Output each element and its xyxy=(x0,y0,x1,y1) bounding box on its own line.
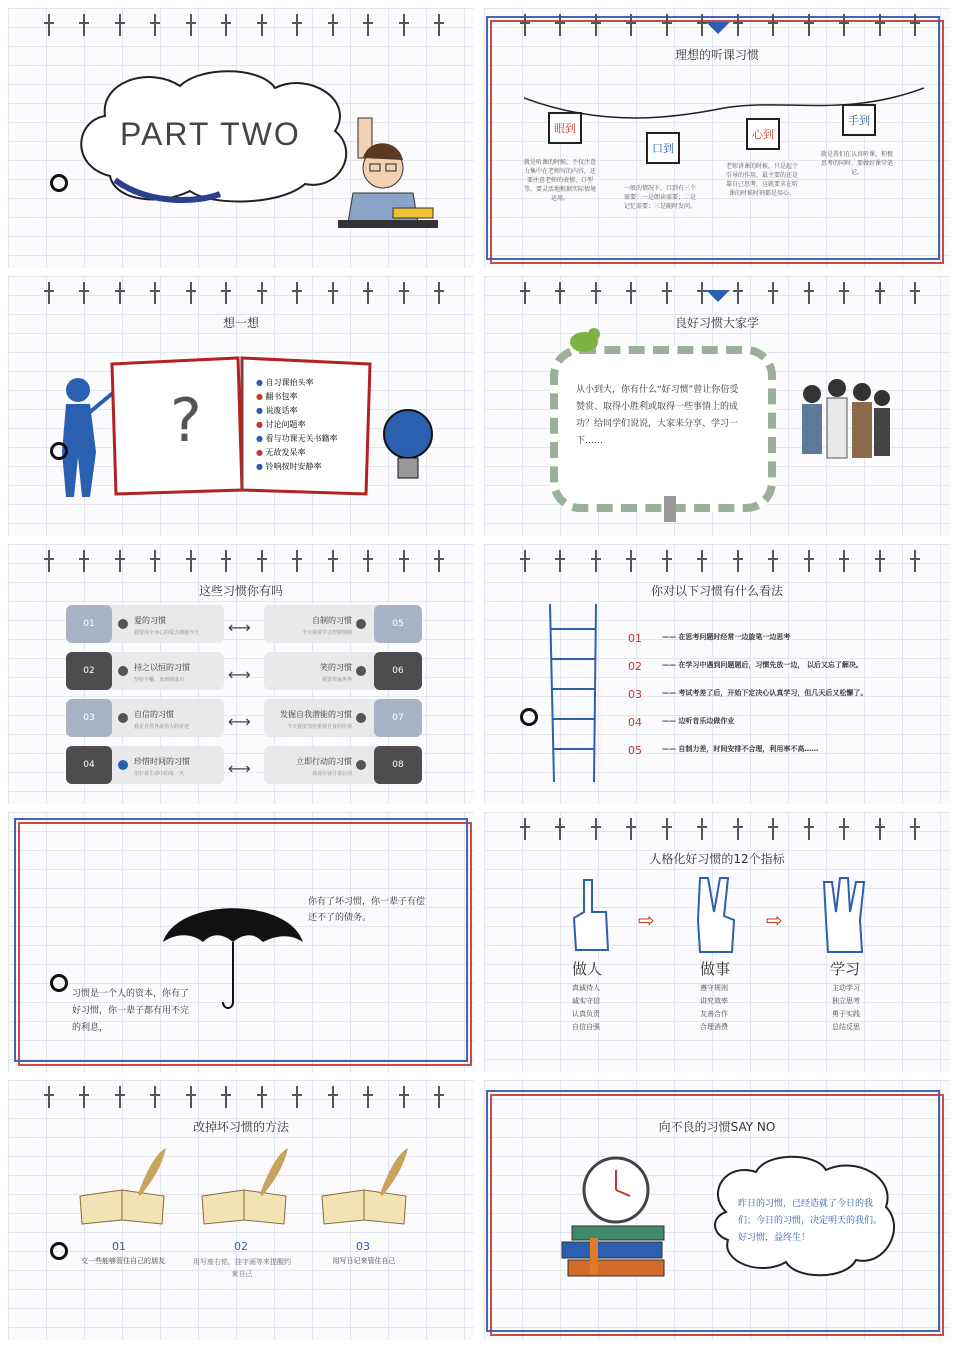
slide-title: 良好习惯大家学 xyxy=(674,316,759,330)
binder-ring-icon xyxy=(839,282,849,304)
habit-sub-08: 我现在就付诸行动 xyxy=(311,771,352,777)
binder-ring-icon xyxy=(150,14,160,36)
binder-ring-icon xyxy=(434,550,444,572)
binder-ring-icon xyxy=(520,282,530,304)
habit-name-07: 发掘自我潜能的习惯 xyxy=(280,710,352,719)
habit-num-02: 02 xyxy=(66,652,112,690)
binder-ring-icon xyxy=(221,282,231,304)
binder-ring-icon xyxy=(186,14,196,36)
check-icon xyxy=(118,666,128,676)
binder-ring-icon xyxy=(115,14,125,36)
binder-ring-icon xyxy=(626,14,636,36)
binder-ring-icon xyxy=(733,14,743,36)
binder-ring-icon xyxy=(591,282,601,304)
note-text-1: 就是听课的时候，不仅注意力集中在老师写的内容，还要注意老师的表情、口型等，要灵活地根据实际情境运用。 xyxy=(524,159,597,202)
binder-ring-icon xyxy=(768,818,778,840)
method-num-03: 03 xyxy=(356,1240,370,1253)
indicator-item: 真诚待人 xyxy=(572,984,600,992)
indicator-item: 遵守规则 xyxy=(700,984,728,992)
slide-12-indicators xyxy=(484,812,950,1072)
opinion-text-02: —— 在学习中遇到问题题后，习惯先放一边， 以后又忘了解决。 xyxy=(662,661,863,669)
binder-ring-icon xyxy=(662,818,672,840)
binder-ring-icon xyxy=(839,14,849,36)
binder-ring-icon xyxy=(662,282,672,304)
binder-ring-icon xyxy=(733,550,743,572)
habit-rate-list xyxy=(256,376,338,474)
share-text: 从小到大，你有什么“好习惯”曾让你倍受赞赏、取得小胜利或取得一些事情上的成功？给同学们说说，大家来分享、学习一下…… xyxy=(576,385,739,446)
bird-icon xyxy=(564,324,604,354)
check-icon xyxy=(356,760,366,770)
sign-post xyxy=(664,496,676,522)
check-icon xyxy=(118,619,128,629)
binder-ring-icon xyxy=(768,282,778,304)
habit-num-08: 08 xyxy=(374,746,422,784)
book-quill-icon xyxy=(320,1146,410,1226)
hand-three-icon xyxy=(820,876,870,956)
binder-rings xyxy=(44,14,444,36)
opinion-text-01: —— 在思考问题时经常一边旋笔一边思考 xyxy=(662,633,791,641)
slide-title: 向不良的习惯SAY NO xyxy=(658,1120,776,1134)
double-arrow-icon: ⟷ xyxy=(228,618,251,637)
slide-title: 你对以下习惯有什么看法 xyxy=(650,584,783,598)
student-illustration xyxy=(338,98,438,228)
binder-ring-icon xyxy=(363,1086,373,1108)
binder-ring-icon xyxy=(399,282,409,304)
binder-ring-icon xyxy=(292,550,302,572)
habit-sub-06: 我要笑遍世界 xyxy=(321,677,352,683)
opinion-text-04: —— 边听音乐边做作业 xyxy=(662,717,735,725)
opinion-num-04: 04 xyxy=(628,716,642,729)
habit-sub-03: 我是自然界最伟大的奇迹 xyxy=(134,724,190,730)
binder-ring-icon xyxy=(555,14,565,36)
binder-ring-icon xyxy=(44,282,54,304)
slide-title: 改掉坏习惯的方法 xyxy=(192,1120,289,1134)
binder-ring-icon xyxy=(328,282,338,304)
indicator-item: 勇于实践 xyxy=(832,1010,860,1018)
group-name-3: 学习 xyxy=(830,960,861,978)
binder-ring-icon xyxy=(626,550,636,572)
indicator-item: 独立思考 xyxy=(832,997,860,1005)
triangle-marker-icon xyxy=(706,290,730,302)
indicator-item: 友善合作 xyxy=(700,1010,728,1018)
double-arrow-icon: ⟷ xyxy=(228,712,251,731)
method-text-01: 交一些能够管住自己的朋友 xyxy=(81,1257,165,1265)
habit-rate-item: ● 翻书包率 xyxy=(256,392,298,401)
binder-ring-icon xyxy=(115,550,125,572)
indicator-item: 讲究效率 xyxy=(700,997,728,1005)
method-text-03: 用写日记来管住自己 xyxy=(332,1257,396,1265)
binder-ring-icon xyxy=(257,550,267,572)
opinion-num-02: 02 xyxy=(628,660,642,673)
binder-ring-icon xyxy=(399,14,409,36)
habit-name-05: 自制的习惯 xyxy=(312,616,352,625)
binder-ring-icon xyxy=(221,550,231,572)
arrow-right-icon: ⇨ xyxy=(638,908,655,932)
binder-ring-icon xyxy=(839,550,849,572)
binder-ring-icon xyxy=(44,1086,54,1108)
question-mark: ? xyxy=(170,386,202,456)
slide-share-habits xyxy=(484,276,950,536)
habit-rate-item: ● 自习课抬头率 xyxy=(256,378,314,387)
binder-ring-icon xyxy=(520,550,530,572)
say-no-text: 昨日的习惯，已经造就了今日的我们；今日的习惯，决定明天的我们。好习惯，益终生！ xyxy=(738,1199,883,1243)
group-name-2: 做事 xyxy=(700,960,731,978)
binder-ring-icon xyxy=(591,818,601,840)
binder-ring-icon xyxy=(257,1086,267,1108)
slide-say-no xyxy=(484,1080,950,1340)
binder-ring-icon xyxy=(434,14,444,36)
binder-ring-icon xyxy=(875,14,885,36)
opinion-text-03: —— 考试考差了后，开始下定决心认真学习，但几天后又松懈了。 xyxy=(662,689,868,697)
binder-ring-icon xyxy=(626,282,636,304)
slide-title: 想一想 xyxy=(222,316,259,330)
binder-ring-icon xyxy=(733,818,743,840)
habit-num-04: 04 xyxy=(66,746,112,784)
book-quill-icon xyxy=(200,1146,290,1226)
binder-ring-icon xyxy=(363,282,373,304)
habit-num-01: 01 xyxy=(66,605,112,643)
check-icon xyxy=(356,619,366,629)
slide-think xyxy=(8,276,474,536)
binder-ring-icon xyxy=(292,1086,302,1108)
binder-ring-icon xyxy=(292,282,302,304)
hand-one-icon xyxy=(568,878,614,954)
binder-ring-icon xyxy=(150,550,160,572)
binder-ring-icon xyxy=(221,14,231,36)
binder-ring-icon xyxy=(662,14,672,36)
ladder-icon xyxy=(544,604,604,784)
habit-rate-item: ● 讨论问题率 xyxy=(256,420,306,429)
binder-rings xyxy=(520,818,920,840)
binder-ring-icon xyxy=(115,282,125,304)
binder-ring-icon xyxy=(662,550,672,572)
note-text-2: 一般的情况下，口到有三个需要：一是朗读需要；二是记忆需要；三是随时发问。 xyxy=(624,185,697,210)
binder-ring-icon xyxy=(221,1086,231,1108)
slide-part-two xyxy=(8,8,474,268)
habit-sub-01: 我要用全身心的爱去拥抱今天 xyxy=(134,630,200,636)
binder-rings xyxy=(44,550,444,572)
note-text-3: 老师讲课的时候，只是起个引导的作用，最主要的还是靠自己思考，这就要求在听课的时候时刻都是用心。 xyxy=(725,163,798,197)
slide-umbrella xyxy=(8,812,474,1072)
group-items-1 xyxy=(572,982,600,1034)
habit-sub-05: 今天我要学会控制情绪 xyxy=(301,630,352,636)
binder-ring-icon xyxy=(186,550,196,572)
binder-ring-icon xyxy=(697,818,707,840)
double-arrow-icon: ⟷ xyxy=(228,665,251,684)
binder-ring-icon xyxy=(804,550,814,572)
binder-ring-icon xyxy=(44,14,54,36)
alarm-clock-books-icon xyxy=(554,1150,674,1290)
indicator-item: 认真负责 xyxy=(572,1010,600,1018)
habit-name-06: 笑的习惯 xyxy=(320,663,352,672)
binder-ring-icon xyxy=(257,282,267,304)
method-num-01: 01 xyxy=(112,1240,126,1253)
binder-ring-icon xyxy=(804,14,814,36)
part-title: PART TWO xyxy=(120,116,301,152)
group-items-3 xyxy=(832,982,860,1034)
indicator-item: 主动学习 xyxy=(832,984,860,992)
slide-title: 理想的听课习惯 xyxy=(674,48,759,62)
binder-ring-icon xyxy=(768,14,778,36)
teacher-figure-icon xyxy=(56,372,116,502)
habit-sub-02: 坚持不懈，直到到成功 xyxy=(134,677,185,683)
binder-ring-icon xyxy=(257,14,267,36)
note-text-4: 就是我们在认真听课，积极思考的同时，要做好课堂笔记。 xyxy=(820,151,893,176)
students-group-illustration xyxy=(792,372,892,502)
opinion-num-01: 01 xyxy=(628,632,642,645)
slide-title: 人格化好习惯的12个指标 xyxy=(649,852,785,866)
note-label-4: 手到 xyxy=(842,104,876,136)
check-icon xyxy=(118,760,128,770)
binder-ring-icon xyxy=(804,818,814,840)
binder-ring-icon xyxy=(363,550,373,572)
group-items-2 xyxy=(700,982,728,1034)
binder-ring-icon xyxy=(520,818,530,840)
binder-ring-icon xyxy=(591,14,601,36)
note-label-3: 心到 xyxy=(746,118,780,150)
binder-ring-icon xyxy=(910,14,920,36)
binder-ring-icon xyxy=(768,550,778,572)
book-quill-icon xyxy=(78,1146,168,1226)
double-arrow-icon: ⟷ xyxy=(228,759,251,778)
binder-ring-icon xyxy=(434,1086,444,1108)
check-icon xyxy=(118,713,128,723)
habit-name-04: 珍惜时间的习惯 xyxy=(134,757,190,766)
habit-num-03: 03 xyxy=(66,699,112,737)
habit-rate-item: ● 铃响按时安静率 xyxy=(256,462,322,471)
ring-decoration-icon xyxy=(50,442,68,460)
binder-ring-icon xyxy=(555,818,565,840)
binder-ring-icon xyxy=(875,282,885,304)
binder-ring-icon xyxy=(328,550,338,572)
binder-ring-icon xyxy=(44,550,54,572)
binder-ring-icon xyxy=(79,1086,89,1108)
slide-break-bad-habits xyxy=(8,1080,474,1340)
binder-ring-icon xyxy=(328,1086,338,1108)
indicator-item: 总结反思 xyxy=(832,1023,860,1031)
binder-ring-icon xyxy=(733,282,743,304)
binder-ring-icon xyxy=(150,282,160,304)
binder-ring-icon xyxy=(555,282,565,304)
opinion-num-03: 03 xyxy=(628,688,642,701)
binder-ring-icon xyxy=(186,1086,196,1108)
slide-listening-habits xyxy=(484,8,950,268)
check-icon xyxy=(356,666,366,676)
binder-rings xyxy=(44,282,444,304)
binder-ring-icon xyxy=(839,818,849,840)
habit-num-07: 07 xyxy=(374,699,422,737)
good-habit-text: 习惯是一个人的资本，你有了好习惯，你一辈子都有用不完的利息， xyxy=(72,989,190,1033)
binder-ring-icon xyxy=(79,282,89,304)
binder-ring-icon xyxy=(150,1086,160,1108)
ring-decoration-icon xyxy=(50,1242,68,1260)
note-label-1: 眼到 xyxy=(548,112,582,144)
habit-rate-item: ● 说废话率 xyxy=(256,406,298,415)
habit-rate-item: ● 看与功课无关书籍率 xyxy=(256,434,338,443)
opinion-text-05: —— 自制力差，时间安排不合理，利用率不高…… xyxy=(662,745,819,753)
indicator-item: 自信自强 xyxy=(572,1023,600,1031)
opinion-num-05: 05 xyxy=(628,744,642,757)
ring-decoration-icon xyxy=(520,708,538,726)
hand-two-icon xyxy=(692,876,742,956)
binder-ring-icon xyxy=(875,550,885,572)
binder-ring-icon xyxy=(910,282,920,304)
group-name-1: 做人 xyxy=(572,960,603,978)
binder-ring-icon xyxy=(910,550,920,572)
habit-name-01: 爱的习惯 xyxy=(134,616,166,625)
binder-ring-icon xyxy=(520,14,530,36)
method-num-02: 02 xyxy=(234,1240,248,1253)
arrow-right-icon: ⇨ xyxy=(766,908,783,932)
binder-rings xyxy=(44,1086,444,1108)
triangle-marker-icon xyxy=(706,22,730,34)
habit-sub-04: 用好我生命中的每一天 xyxy=(134,771,185,777)
binder-ring-icon xyxy=(399,1086,409,1108)
habit-name-08: 立即行动的习惯 xyxy=(296,757,352,766)
light-bulb-icon xyxy=(378,404,438,494)
binder-ring-icon xyxy=(875,818,885,840)
check-icon xyxy=(356,713,366,723)
binder-ring-icon xyxy=(115,1086,125,1108)
habit-sub-07: 今天我要加倍重视自身的价值 xyxy=(286,724,352,730)
indicator-item: 合理消费 xyxy=(700,1023,728,1031)
slide-title: 这些习惯你有吗 xyxy=(198,584,283,598)
binder-ring-icon xyxy=(186,282,196,304)
habit-name-02: 持之以恒的习惯 xyxy=(134,663,190,672)
ring-decoration-icon xyxy=(50,974,68,992)
binder-ring-icon xyxy=(591,550,601,572)
binder-ring-icon xyxy=(697,550,707,572)
binder-ring-icon xyxy=(399,550,409,572)
binder-rings xyxy=(520,550,920,572)
habit-rate-item: ● 无故发呆率 xyxy=(256,448,306,457)
habit-num-05: 05 xyxy=(374,605,422,643)
binder-ring-icon xyxy=(79,14,89,36)
method-text-02: 用写座右铭，挂字画等来提醒约束自己 xyxy=(193,1258,291,1278)
binder-ring-icon xyxy=(555,550,565,572)
slide-do-you-have-these xyxy=(8,544,474,804)
habit-num-06: 06 xyxy=(374,652,422,690)
note-label-2: 口到 xyxy=(646,132,680,164)
binder-ring-icon xyxy=(328,14,338,36)
binder-ring-icon xyxy=(804,282,814,304)
binder-ring-icon xyxy=(434,282,444,304)
binder-ring-icon xyxy=(292,14,302,36)
binder-ring-icon xyxy=(910,818,920,840)
slide-habit-opinions xyxy=(484,544,950,804)
bad-habit-text: 你有了坏习惯，你一辈子有偿还不了的债务。 xyxy=(308,897,426,923)
binder-ring-icon xyxy=(79,550,89,572)
indicator-item: 诚实守信 xyxy=(572,997,600,1005)
binder-ring-icon xyxy=(626,818,636,840)
ring-decoration-icon xyxy=(50,174,68,192)
habit-name-03: 自信的习惯 xyxy=(134,710,174,719)
binder-ring-icon xyxy=(363,14,373,36)
